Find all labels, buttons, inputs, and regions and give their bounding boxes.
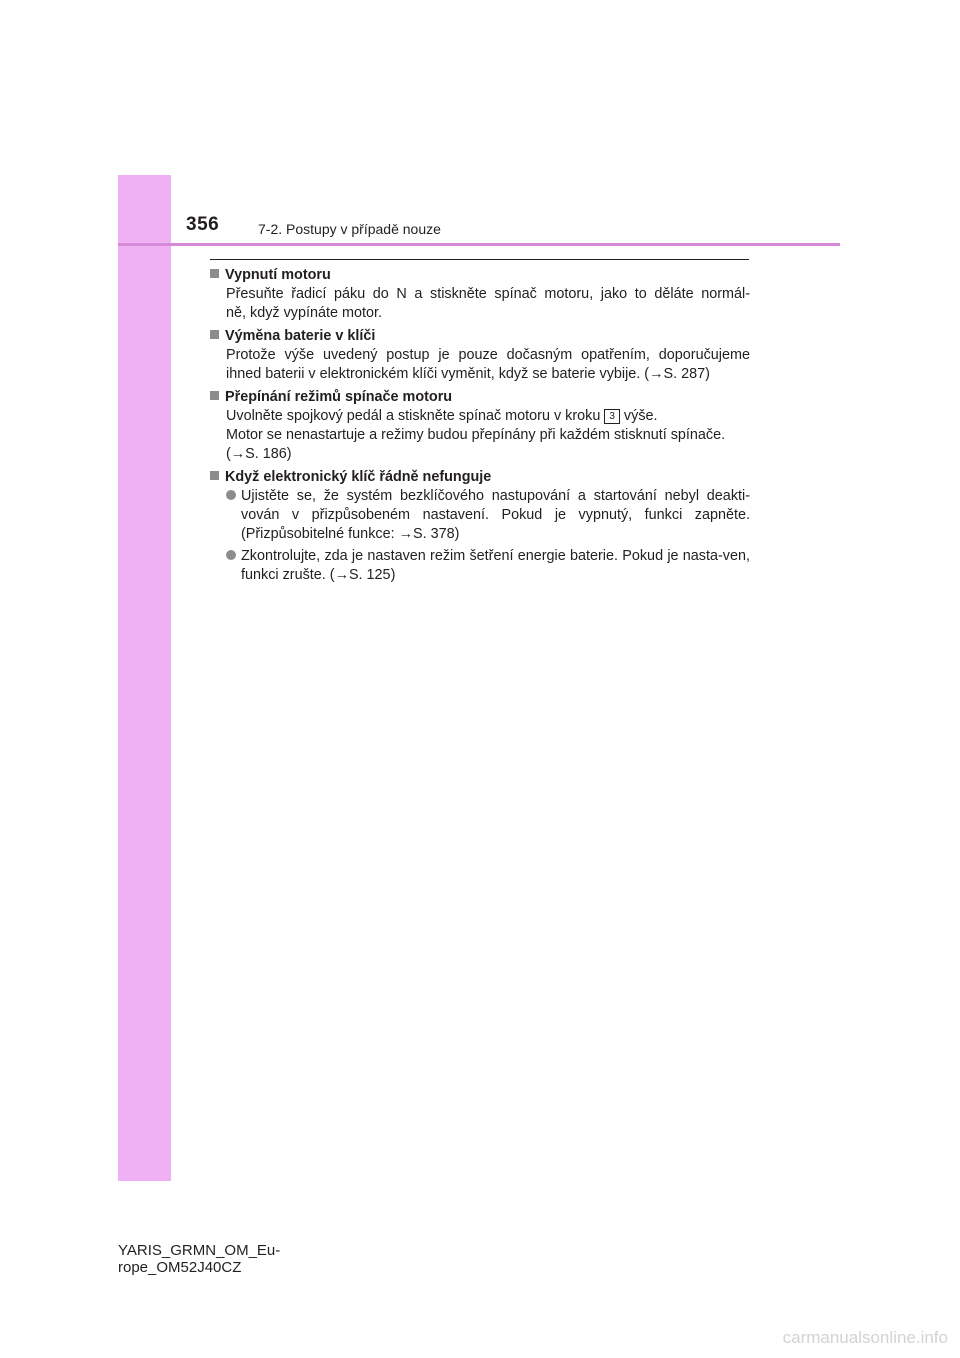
- section-heading: [210, 468, 750, 487]
- section-key-malfunction: [210, 468, 750, 585]
- square-bullet-icon: [210, 269, 219, 278]
- section-heading: [210, 266, 750, 285]
- body-line: Protože výše uvedený postup je pouze dočasným opatřením, doporučujeme: [226, 347, 750, 363]
- side-band: [118, 175, 171, 1181]
- list-item-text: Zkontrolujte, zda je nastaven režim šetření energie baterie. Pokud je nasta-ven, funkci zrušte. (→S. 125): [241, 548, 750, 583]
- list-item: [226, 487, 750, 544]
- section-engine-off: [210, 266, 750, 323]
- body-line: [226, 407, 750, 426]
- section-body: [226, 346, 750, 384]
- round-bullet-icon: [226, 490, 236, 500]
- body-line: ně, když vypínáte motor.: [226, 305, 382, 321]
- body-text-before-step: Uvolněte spojkový pedál a stiskněte spínač motoru v kroku: [226, 408, 601, 424]
- section-title: Když elektronický klíč řádně nefunguje: [225, 469, 492, 485]
- chapter-title: 7-2. Postupy v případě nouze: [258, 221, 441, 237]
- header-rule: [118, 243, 840, 246]
- footer-line: rope_OM52J40CZ: [118, 1259, 242, 1276]
- body-line: ihned baterii v elektronickém klíči vyměnit, když se baterie vybije. (→S. 287): [226, 366, 710, 382]
- step-number-box: 3: [604, 409, 620, 424]
- section-title: Přepínání režimů spínače motoru: [225, 389, 453, 405]
- body-line: (→S. 186): [226, 446, 292, 462]
- body-line: Motor se nenastartuje a režimy budou přepínány při každém stisknutí spínače.: [226, 427, 726, 443]
- body-text-after-step: výše.: [623, 408, 658, 424]
- content: [210, 266, 750, 589]
- watermark: carmanualsonline.info: [782, 1328, 948, 1347]
- section-body: [226, 285, 750, 323]
- section-title: Výměna baterie v klíči: [225, 328, 376, 344]
- section-heading: [210, 327, 750, 346]
- footer-doc-code: [118, 1242, 280, 1276]
- body-line: Přesuňte řadicí páku do N a stiskněte spínač motoru, jako to děláte normál-: [226, 286, 750, 302]
- section-body: [226, 407, 750, 464]
- list-item: [226, 547, 750, 585]
- round-bullet-icon: [226, 550, 236, 560]
- square-bullet-icon: [210, 330, 219, 339]
- section-title: Vypnutí motoru: [225, 267, 331, 283]
- section-divider: [210, 259, 749, 260]
- section-switch-modes: [210, 388, 750, 464]
- list-item-text: Ujistěte se, že systém bezklíčového nastupování a startování nebyl deakti-vován v přizpůsobeném nastavení. Pokud je vypnutý, funkci zapněte. (Přizpůsobitelné funkce: →S. 378): [241, 488, 750, 542]
- section-key-battery: [210, 327, 750, 384]
- footer-line: YARIS_GRMN_OM_Eu-: [118, 1242, 281, 1259]
- square-bullet-icon: [210, 391, 219, 400]
- section-heading: [210, 388, 750, 407]
- page-number: 356: [186, 214, 220, 235]
- square-bullet-icon: [210, 471, 219, 480]
